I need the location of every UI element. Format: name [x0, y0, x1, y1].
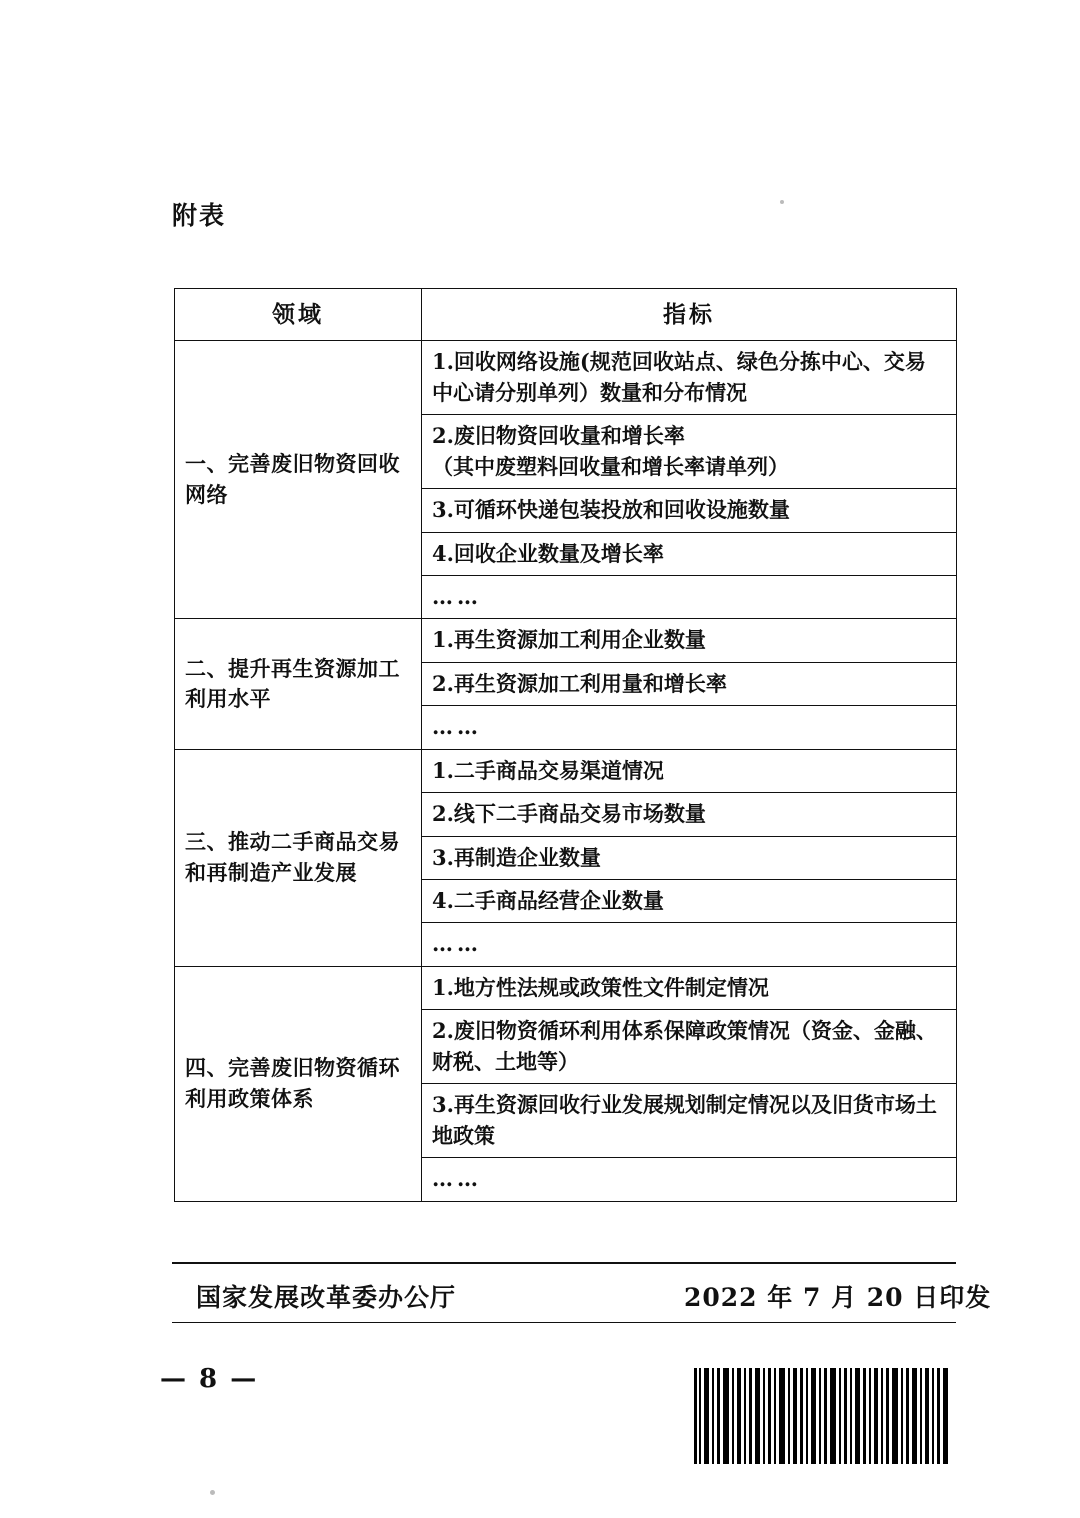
indicator-cell: 2.废旧物资回收量和增长率 （其中废塑料回收量和增长率请单列）: [422, 415, 957, 489]
table-header-row: [175, 289, 957, 341]
footer-divider-bottom: [172, 1322, 956, 1323]
indicator-cell-ellipsis: ……: [422, 923, 957, 966]
indicator-table: [174, 288, 957, 1202]
footer-divider-top: [172, 1262, 956, 1264]
indicator-cell: 2.废旧物资循环利用体系保障政策情况（资金、金融、财税、土地等）: [422, 1010, 957, 1084]
indicator-cell: 3.再生资源回收行业发展规划制定情况以及旧货市场土地政策: [422, 1084, 957, 1158]
page-number: — 8 —: [160, 1364, 259, 1394]
indicator-cell: 1.回收网络设施(规范回收站点、绿色分拣中心、交易中心请分别单列）数量和分布情况: [422, 341, 957, 415]
indicator-cell: 4.二手商品经营企业数量: [422, 880, 957, 923]
indicator-cell: 4.回收企业数量及增长率: [422, 532, 957, 575]
scan-speck: [780, 200, 784, 204]
table-row: [175, 619, 957, 662]
area-cell-3: 三、推动二手商品交易和再制造产业发展: [175, 749, 422, 966]
indicator-cell: 1.再生资源加工利用企业数量: [422, 619, 957, 662]
indicator-cell: 2.线下二手商品交易市场数量: [422, 793, 957, 836]
footer-issue-date: 2022 年 7 月 20 日印发: [684, 1283, 992, 1312]
scan-speck: [210, 1490, 215, 1495]
table-row: [175, 749, 957, 792]
indicator-cell-ellipsis: ……: [422, 575, 957, 618]
table-header-area: 领域: [175, 289, 422, 341]
attachment-label: 附表: [172, 201, 227, 230]
area-cell-4: 四、完善废旧物资循环利用政策体系: [175, 966, 422, 1201]
table-row: [175, 966, 957, 1009]
area-cell-1: 一、完善废旧物资回收网络: [175, 341, 422, 619]
indicator-cell-ellipsis: ……: [422, 706, 957, 749]
indicator-cell: 3.再制造企业数量: [422, 836, 957, 879]
indicator-cell: 1.二手商品交易渠道情况: [422, 749, 957, 792]
table-row: [175, 341, 957, 415]
indicator-cell: 3.可循环快递包装投放和回收设施数量: [422, 489, 957, 532]
footer-issuer: 国家发展改革委办公厅: [196, 1283, 457, 1312]
table-header-indicator: 指标: [422, 289, 957, 341]
indicator-cell-ellipsis: ……: [422, 1158, 957, 1201]
barcode-image: [692, 1368, 950, 1464]
area-cell-2: 二、提升再生资源加工利用水平: [175, 619, 422, 749]
indicator-cell: 1.地方性法规或政策性文件制定情况: [422, 966, 957, 1009]
indicator-cell: 2.再生资源加工利用量和增长率: [422, 662, 957, 705]
